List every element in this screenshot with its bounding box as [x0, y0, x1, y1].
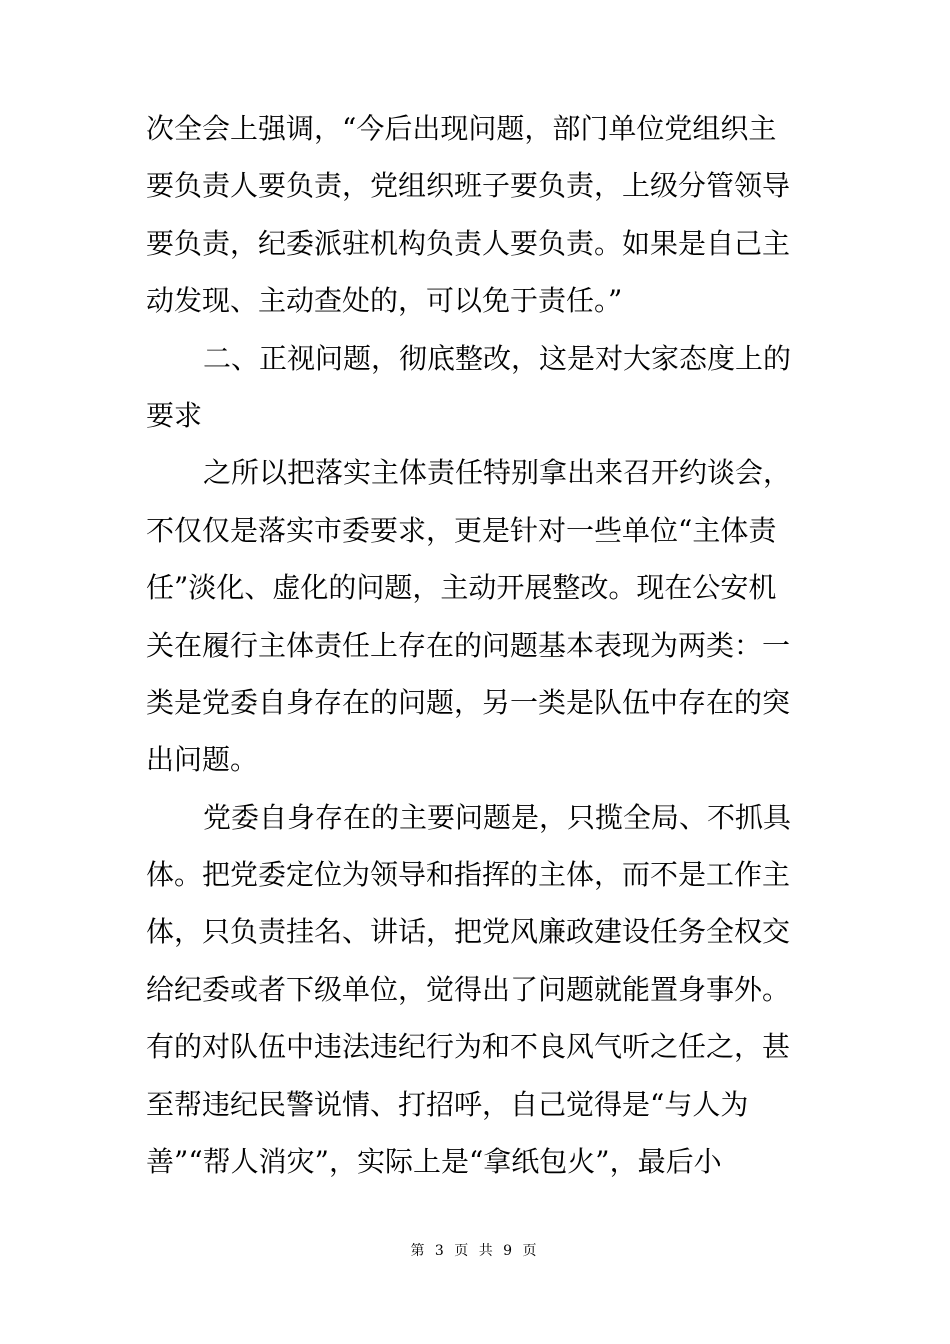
text-line: 出问题。: [146, 743, 259, 777]
page-number-footer: 第 3 页 共 9 页: [410, 1243, 540, 1259]
section-heading-line: 要求: [146, 398, 203, 432]
text-line: 不仅仅是落实市委要求，更是针对一些单位“主体责: [146, 513, 777, 547]
text-line: 有的对队伍中违法违纪行为和不良风气听之任之，甚: [146, 1030, 791, 1064]
text-line: 党委自身存在的主要问题是，只揽全局、不抓具: [203, 800, 792, 834]
text-line: 任”淡化、虚化的问题，主动开展整改。现在公安机: [146, 571, 777, 605]
text-line: 善”“帮人消灾”，实际上是“拿纸包火”，最后小: [146, 1145, 722, 1179]
text-line: 体。把党委定位为领导和指挥的主体，而不是工作主: [146, 858, 791, 892]
text-line: 关在履行主体责任上存在的问题基本表现为两类：一: [146, 628, 791, 662]
text-line: 类是党委自身存在的问题，另一类是队伍中存在的突: [146, 685, 791, 719]
text-line: 至帮违纪民警说情、打招呼，自己觉得是“与人为: [146, 1087, 749, 1121]
text-line: 要负责，纪委派驻机构负责人要负责。如果是自己主: [146, 226, 791, 260]
text-line: 要负责人要负责，党组织班子要负责，上级分管领导: [146, 169, 791, 203]
text-line: 体，只负责挂名、讲话，把党风廉政建设任务全权交: [146, 915, 791, 949]
text-line: 给纪委或者下级单位，觉得出了问题就能置身事外。: [146, 972, 791, 1006]
section-heading-line: 二、正视问题，彻底整改，这是对大家态度上的: [203, 341, 792, 375]
text-line: 次全会上强调，“今后出现问题，部门单位党组织主: [146, 112, 777, 145]
document-body: [146, 100, 816, 1190]
text-line: 之所以把落实主体责任特别拿出来召开约谈会，: [203, 456, 792, 490]
text-line: 动发现、主动查处的，可以免于责任。”: [146, 284, 623, 318]
